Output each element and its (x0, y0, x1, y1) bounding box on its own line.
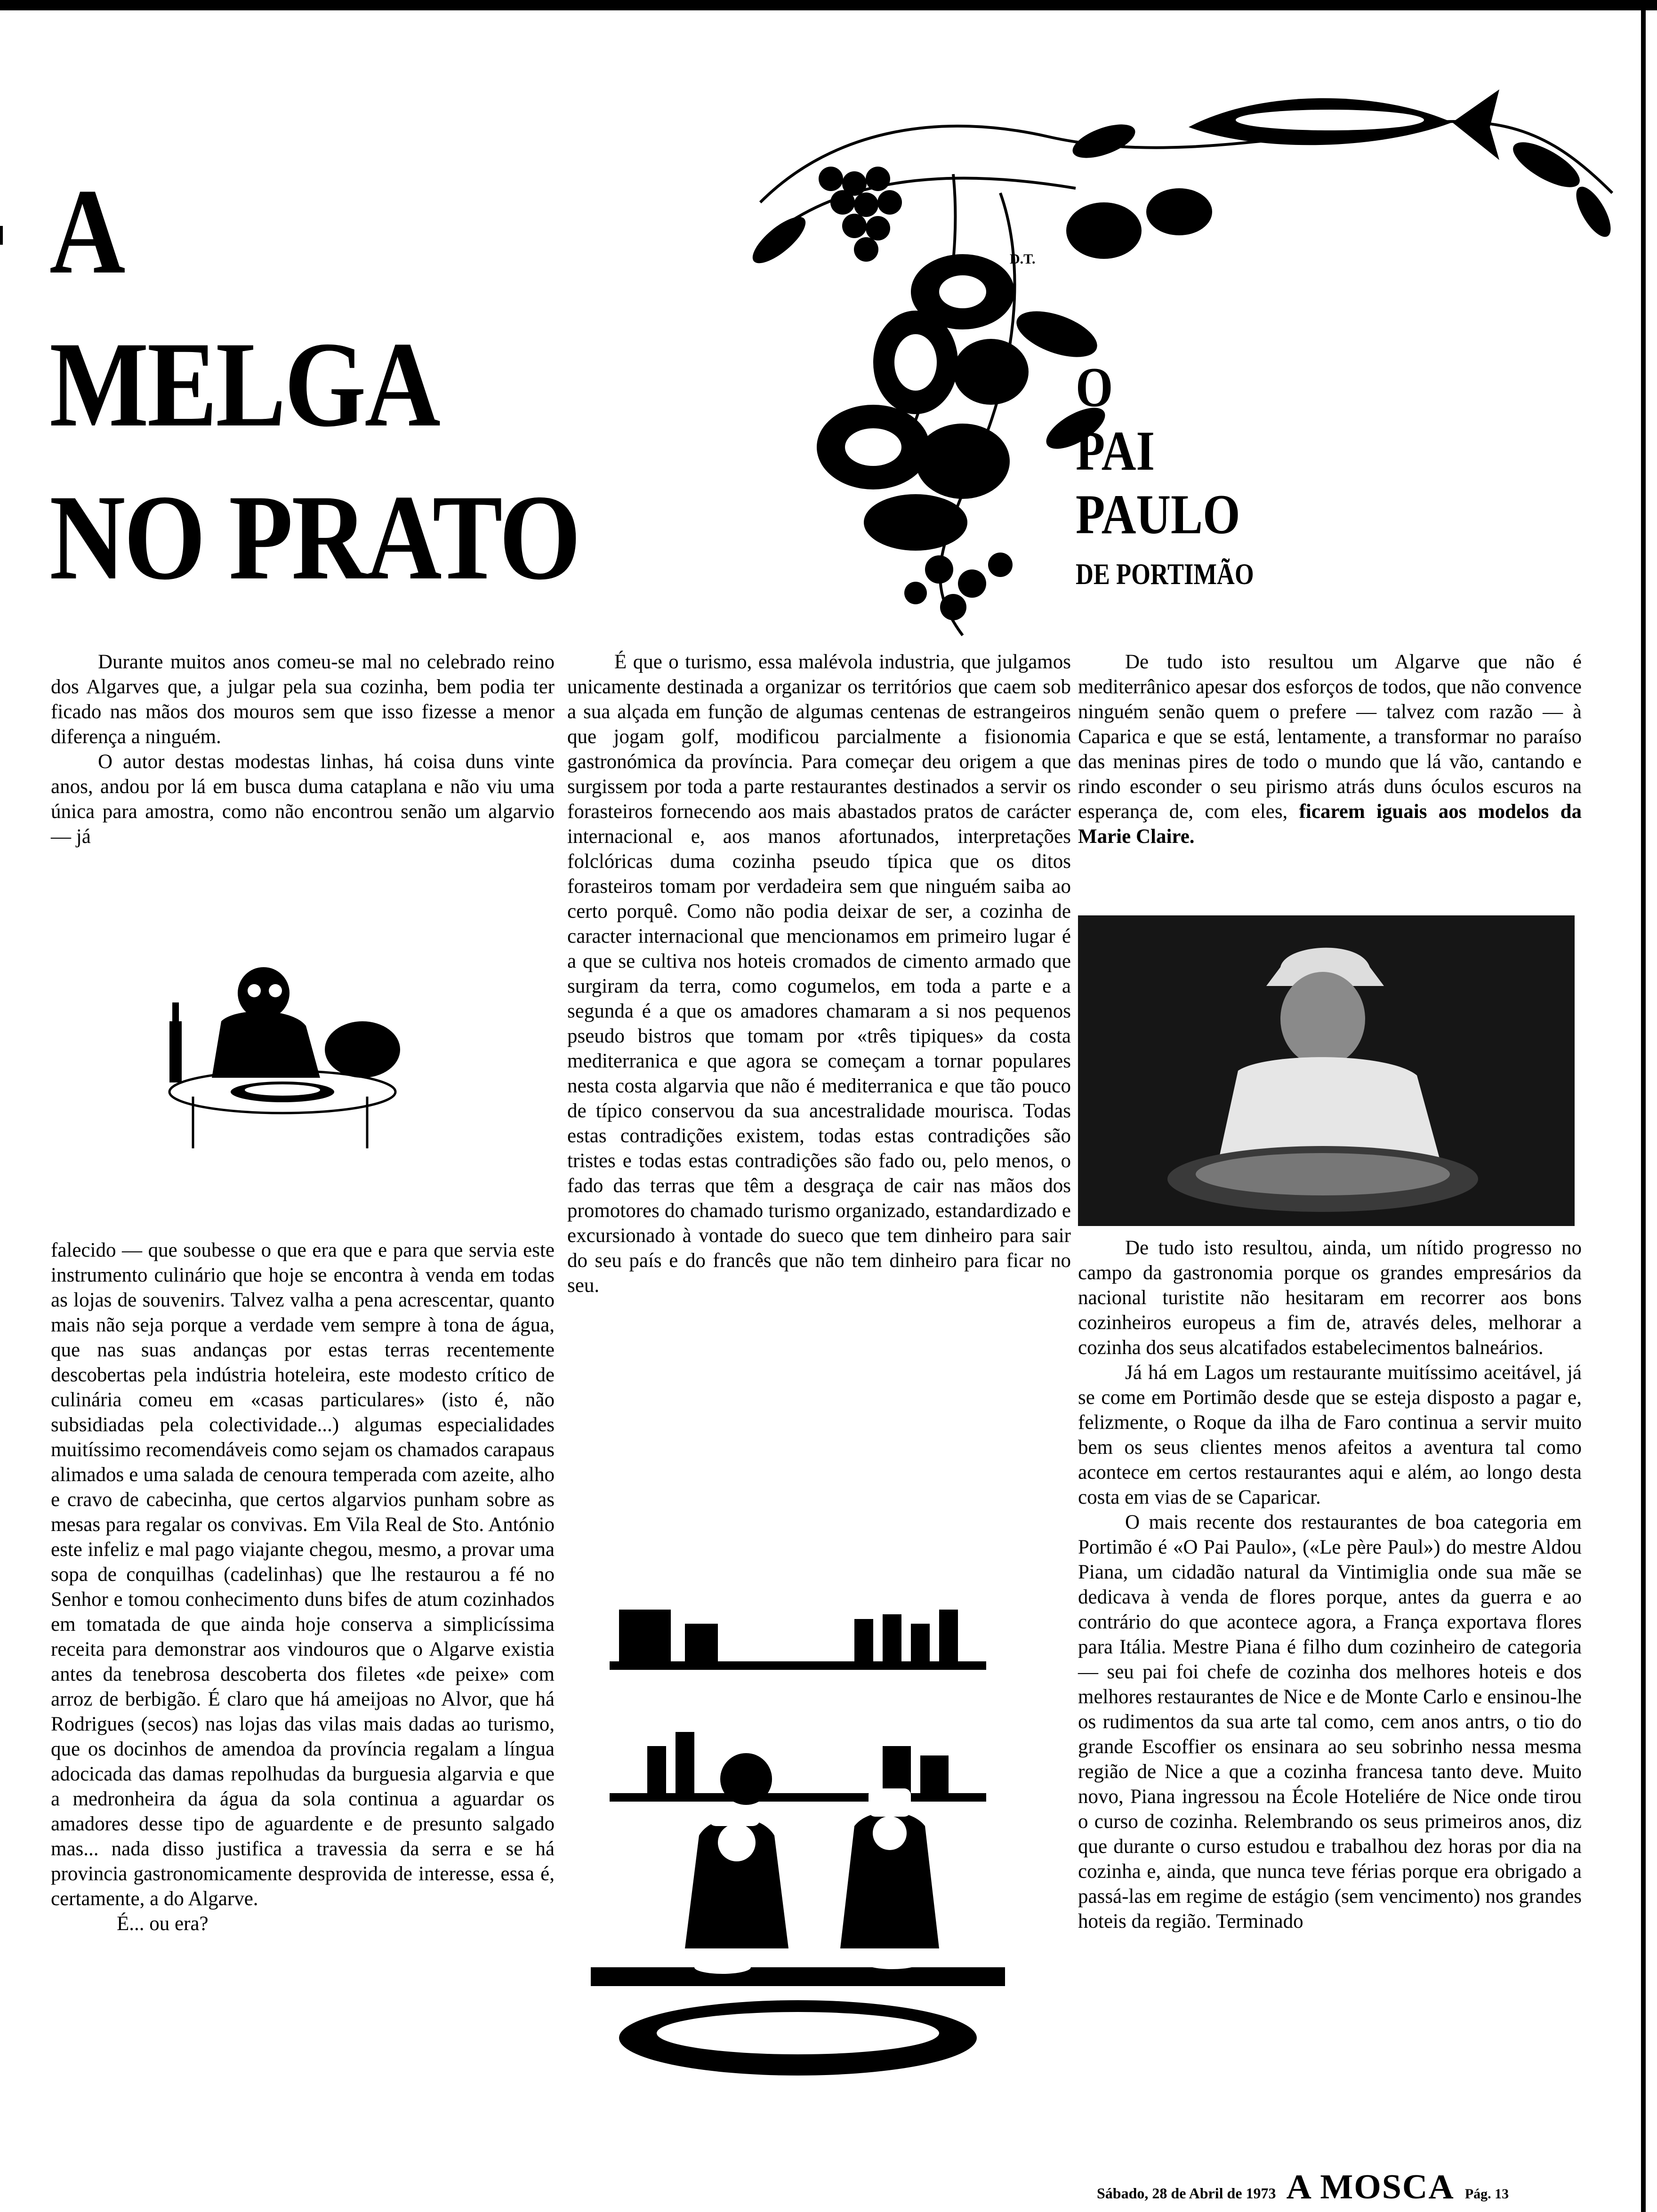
diner-illustration (141, 951, 419, 1158)
paragraph: É... ou era? (117, 1913, 209, 1935)
subtitle-line-2: PAI (1076, 419, 1155, 482)
right-border (1641, 0, 1646, 2212)
subtitle-line-3: PAULO (1076, 483, 1240, 545)
magazine-name: A MOSCA (1286, 2168, 1455, 2206)
paragraph: Já há em Lagos um restaurante muitíssimo aceitável, já se come em Portimão desde que se esteja disposto a pagar e, felizmente, o Roque da ilha de Faro continua a servir muito bem os seus clientes menos afeitos a aventura tal como acontece em certos restaurantes aqui e além, ao longo desta costa em vias de se Caparicar. (1078, 1362, 1582, 1508)
paragraph-text: De tudo isto resultou um Algarve que não é mediterrânico apesar dos esforços de todos, que não convence ninguém senão quem o prefere — talvez com razão — à Caparica e que se está, lentamente, a transformar no paraíso das meninas pires de todo o mundo que lá vão, cantando e rindo esconder o seu pirismo atrás duns óculos escuros na esperança de, com eles, (1078, 651, 1582, 823)
column-1-top (51, 649, 555, 904)
kitchen-illustration (591, 1591, 1005, 2099)
title-line-2: MELGA (49, 317, 439, 452)
subtitle-line-1: O (1076, 356, 1113, 418)
paragraph: O autor destas modestas linhas, há coisa duns vinte anos, andou por lá em busca duma cataplana e não viu uma única para amostra, como não encontrou senão um algarvio — já (51, 751, 555, 848)
chef-photo (1078, 915, 1575, 1226)
column-3-top (1078, 649, 1582, 885)
paragraph: De tudo isto resultou, ainda, um nítido progresso no campo da gastronomia porque os grandes empresários da nacional turistite não hesitaram em recorrer aos bons cozinheiros europeus a fim de, através deles, melhorar a cozinha dos seus alcatifados estabelecimentos balneários. (1078, 1237, 1582, 1359)
top-border (0, 0, 1657, 10)
page-footer (1097, 2167, 1638, 2205)
subtitle-line-4: DE PORTIMÃO (1076, 557, 1254, 591)
paragraph: É que o turismo, essa malévola industria, que julgamos unicamente destinada a organizar os territórios que caem sob a sua alçada em função de algumas centenas de estrangeiros que jogam golf, modificou parcialmente a fisionomia gastronómica da província. Para começar deu origem a que surgissem por toda a parte restaurantes destinados a servir os forasteiros fornecendo aos mais abastados pratos de carácter internacional e, aos manos afortunados, interpretações folclóricas duma cozinha pseudo típica que os ditos forasteiros tomam por verdadeira sem que ninguém saiba ao certo porquê. Como não podia deixar de ser, a cozinha de caracter internacional que mencionamos em primeiro lugar é a que se cultiva nos hoteis cromados de cimento armado que surgiram da terra, como cogumelos, em toda a parte e a segunda é a que os amadores chamaram a si nos pequenos pseudo bistros que tomam por «três tipiques» da costa mediterranica e que agora se começam a tornar populares nesta costa algarvia que não é mediterranica e que tão pouco de típico conservou da sua ancestralidade mourisca. Todas estas contradições existem, todas estas contradições são tristes e todas estas contradições são fado ou, pelo menos, o fado das terras que têm a desgraça de cair nas mãos dos promotores do chamado turismo organizado, estandardizado e excursionado à vontade do sueco que tem dinheiro para sair do seu país e do francês que não tem dinheiro para ficar no seu. (567, 651, 1071, 1297)
article-title (49, 155, 661, 614)
title-line-3: NO PRATO (49, 470, 579, 605)
page-number: Pág. 13 (1464, 2186, 1509, 2202)
paragraph: O mais recente dos restaurantes de boa categoria em Portimão é «O Pai Paulo», («Le père Paul») do mestre Aldou Piana, um cidadão natural da Vintimiglia onde sua mãe se dedicava à venda de flores porque, antes da guerra e ao contrário do que acontece agora, a França exportava flores para Itália. Mestre Piana é filho dum cozinheiro de categoria — seu pai foi chefe de cozinha dos melhores hoteis e dos melhores restaurantes de Nice e de Monte Carlo e ensinou-lhe os rudimentos da sua arte tal como, cem anos antrs, o tio do grande Escoffier os ensinara ao seu sobrinho nessa mesma região de Nice a que a cozinha francesa tanto deve. Muito novo, Piana ingressou na École Hoteliére de Nice onde tirou o curso de cozinha. Relembrando os seus primeiros anos, diz que durante o curso estudou e trabalhou dez horas por dia na cozinha e, ainda, que nunca teve férias porque era obrigado a passá-las em regime de estágio (sem vencimento) nos grandes hoteis da região. Terminado (1078, 1511, 1582, 1932)
footer-date: Sábado, 28 de Abril de 1973 (1097, 2185, 1276, 2202)
paragraph (1078, 649, 1582, 849)
column-1-bottom (51, 1238, 555, 2146)
article-subtitle (1076, 355, 1320, 593)
column-2 (567, 649, 1071, 1487)
paragraph: Durante muitos anos comeu-se mal no celebrado reino dos Algarves que, a julgar pela sua cozinha, bem podia ter ficado nas mãos dos mouros sem que isso fizesse a menor diferença a ninguém. (51, 651, 555, 748)
illustration-signature: D.T. (1010, 251, 1036, 267)
paragraph: falecido — que soubesse o que era que e para que servia este instrumento culinário que hoje se encontra à venda em todas as lojas de souvenirs. Talvez valha a pena acrescentar, quanto mais não seja porque a verdade vem sempre à tona de água, que nas suas andanças por estas terras recentemente descobertas pela indústria hoteleira, este modesto crítico de culinária comeu em «casas particulares» (isto é, não subsidiadas pela colectividade...) algumas especialidades muitíssimo recomendáveis como sejam os chamados carapaus alimados e uma salada de cenoura temperada com azeite, alho e cravo de cabecinha, que certos algarvios punham sobre as mesas para regalar os convivas. Em Vila Real de Sto. António este infeliz e mal pago viajante chegou, mesmo, a provar uma sopa de conquilhas (cadelinhas) que lhe restaurou a fé no Senhor e tomou conhecimento duns bifes de atum cozinhados em tomatada de que ainda hoje conserva a simplicíssima receita para demonstrar aos vindouros que o Algarve existia antes da tenebrosa descoberta dos filetes «de peixe» com arroz de berbigão. É claro que há ameijoas no Alvor, que há Rodrigues (secos) nas lojas das vilas mais dadas ao turismo, que os docinhos de amendoa da província regalam a língua adocicada das damas repolhudas da burguesia algarvia e que a medronheira da água da sola continua a aguardar os amadores desse tipo de aguardente e de presunto salgado mas... nada disso justifica a travessia da serra e se há provincia gastronomicamente desprovida de interesse, essa é, certamente, a do Algarve. (51, 1239, 555, 1910)
column-3-bottom (1078, 1235, 1582, 2177)
left-edge-mark (0, 226, 3, 245)
title-line-1: A (49, 164, 124, 299)
paragraph-bold-text: ficarem iguais aos modelos da Marie Claire. (1078, 801, 1582, 848)
